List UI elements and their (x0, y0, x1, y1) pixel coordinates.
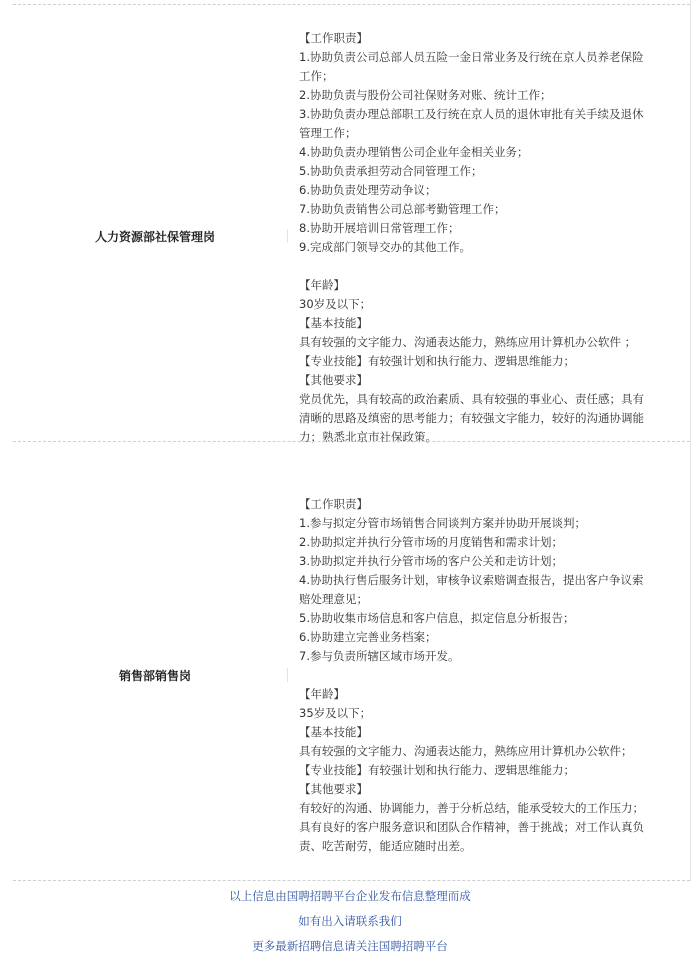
description-line: 【工作职责】 (299, 31, 368, 45)
position-title-sales: 销售部销售岗 (118, 669, 191, 683)
description-line: 【专业技能】有较强计划和执行能力、逻辑思维能力； (299, 763, 575, 777)
description-line: 6.协助建立完善业务档案； (299, 630, 437, 644)
description-line: 4.协助负责办理销售公司企业年金相关业务； (299, 145, 529, 159)
description-line: 30岁及以下； (299, 297, 372, 311)
description-line: 9.完成部门领导交办的其他工作。 (299, 240, 471, 254)
position-description-sales (299, 495, 687, 856)
description-line: 清晰的思路及缜密的思考能力；有较强文字能力，较好的沟通协调能 (299, 411, 644, 425)
row-divider (13, 4, 690, 5)
footer-follow-note: 更多最新招聘信息请关注国聘招聘平台 (252, 939, 448, 953)
description-line: 35岁及以下； (299, 706, 372, 720)
description-line: 管理工作； (299, 126, 357, 140)
description-line: 【专业技能】有较强计划和执行能力、逻辑思维能力； (299, 354, 575, 368)
description-line: 具有良好的客户服务意识和团队合作精神，善于挑战；对工作认真负 (299, 820, 644, 834)
footer-source-note: 以上信息由国聘招聘平台企业发布信息整理而成 (229, 889, 471, 903)
description-line: 1.协助负责公司总部人员五险一金日常业务及行统在京人员养老保险 (299, 50, 644, 64)
description-line: 5.协助负责承担劳动合同管理工作； (299, 164, 483, 178)
description-line: 2.协助负责与股份公司社保财务对账、统计工作； (299, 88, 552, 102)
description-line: 力；熟悉北京市社保政策。 (299, 430, 437, 444)
description-line: 【工作职责】 (299, 497, 368, 511)
description-line: 3.协助负责办理总部职工及行统在京人员的退休审批有关手续及退休 (299, 107, 644, 121)
description-line: 【年龄】 (299, 278, 345, 292)
row-divider (13, 441, 690, 442)
description-line: 8.协助开展培训日常管理工作； (299, 221, 460, 235)
positions-table (13, 0, 691, 881)
description-line: 5.协助收集市场信息和客户信息，拟定信息分析报告； (299, 611, 575, 625)
description-line: 具有较强的文字能力、沟通表达能力，熟练应用计算机办公软件 ； (299, 335, 637, 349)
description-line: 【年龄】 (299, 687, 345, 701)
description-line: 1.参与拟定分管市场销售合同谈判方案并协助开展谈判； (299, 516, 586, 530)
description-line: 赔处理意见； (299, 592, 368, 606)
footer-contact-note: 如有出入请联系我们 (298, 914, 402, 928)
description-line: 【基本技能】 (299, 725, 368, 739)
description-line: 6.协助负责处理劳动争议； (299, 183, 437, 197)
description-line: 2.协助拟定并执行分管市场的月度销售和需求计划； (299, 535, 563, 549)
row-divider (13, 880, 690, 881)
position-description-hr (299, 29, 687, 447)
description-line (299, 666, 687, 685)
description-line: 7.参与负责所辖区域市场开发。 (299, 649, 460, 663)
description-line: 3.协助拟定并执行分管市场的客户公关和走访计划； (299, 554, 563, 568)
description-line: 党员优先，具有较高的政治素质、具有较强的事业心、责任感；具有 (299, 392, 644, 406)
description-line: 【基本技能】 (299, 316, 368, 330)
position-title-hr: 人力资源部社保管理岗 (94, 230, 215, 244)
description-line: 7.协助负责销售公司总部考勤管理工作； (299, 202, 506, 216)
description-line: 具有较强的文字能力、沟通表达能力，熟练应用计算机办公软件； (299, 744, 633, 758)
description-line: 【其他要求】 (299, 782, 368, 796)
description-line: 有较好的沟通、协调能力，善于分析总结，能承受较大的工作压力； (299, 801, 644, 815)
description-line: 工作； (299, 69, 334, 83)
description-line: 【其他要求】 (299, 373, 368, 387)
description-line: 责、吃苦耐劳，能适应随时出差。 (299, 839, 472, 853)
description-line: 4.协助执行售后服务计划，审核争议索赔调查报告，提出客户争议索 (299, 573, 644, 587)
description-line (299, 257, 687, 276)
